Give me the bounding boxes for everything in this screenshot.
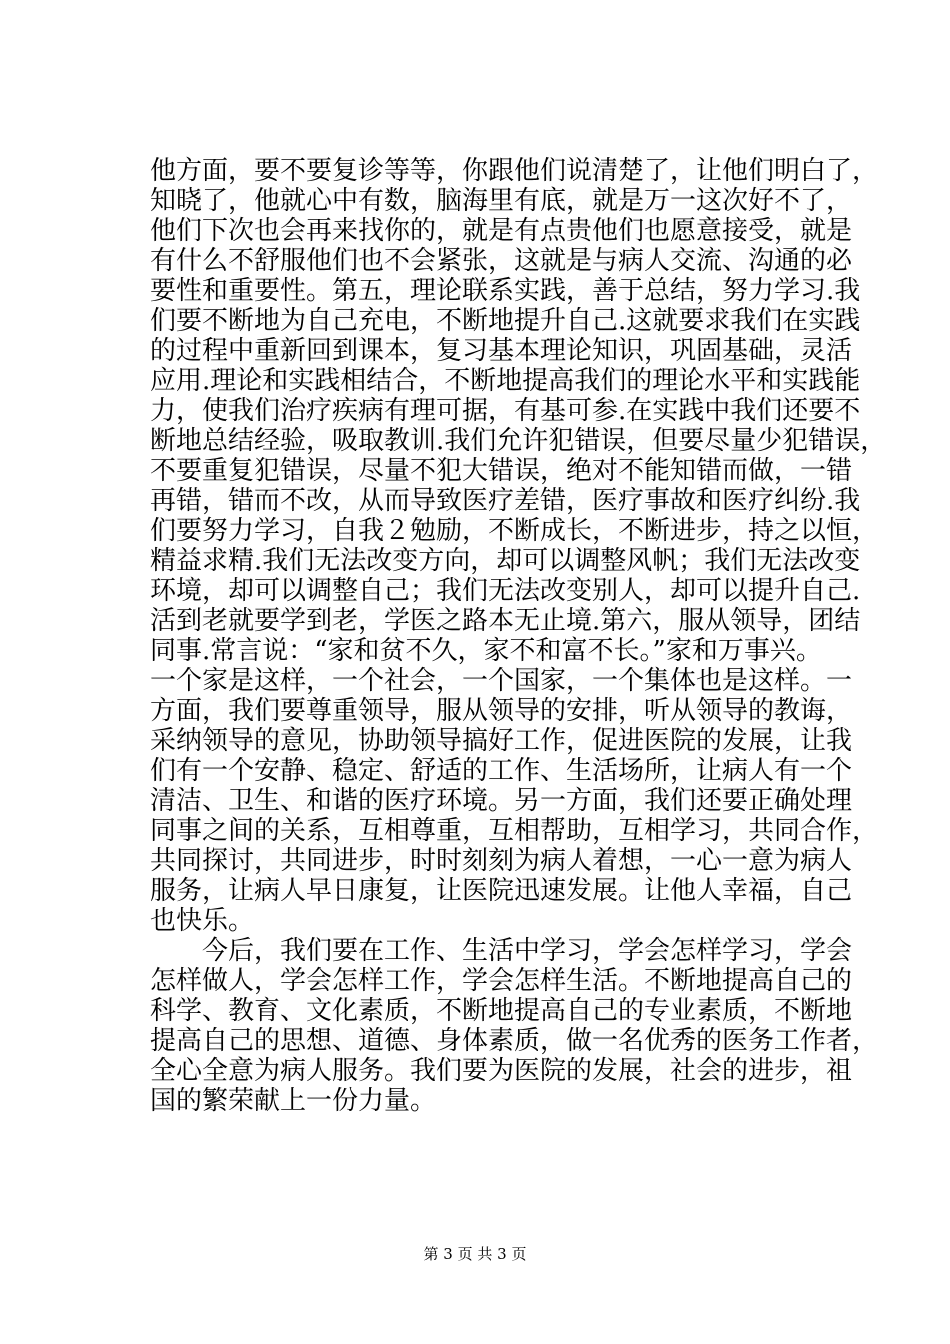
text-line: 精益求精.我们无法改变方向，却可以调整风帆；我们无法改变	[150, 546, 861, 576]
text-line: 一个家是这样，一个社会，一个国家，一个集体也是这样。一	[150, 666, 853, 696]
body-text	[150, 156, 887, 1116]
text-line: 要性和重要性。第五，理论联系实践，善于总结，努力学习.我	[150, 276, 861, 306]
text-line: 有什么不舒服他们也不会紧张，这就是与病人交流、沟通的必	[150, 246, 853, 276]
text-line: 国的繁荣献上一份力量。	[150, 1086, 437, 1116]
text-line: 同事.常言说：“家和贫不久，家不和富不长。”家和万事兴。	[150, 636, 822, 666]
text-line: 共同探讨，共同进步，时时刻刻为病人着想，一心一意为病人	[150, 846, 853, 876]
text-line: 服务，让病人早日康复，让医院迅速发展。让他人幸福，自己	[150, 876, 853, 906]
text-line: 们要不断地为自己充电，不断地提升自己.这就要求我们在实践	[150, 306, 861, 336]
text-line: 采纳领导的意见，协助领导搞好工作，促进医院的发展，让我	[150, 726, 853, 756]
text-line: 再错，错而不改，从而导致医疗差错，医疗事故和医疗纠纷.我	[150, 486, 861, 516]
text-line: 清洁、卫生、和谐的医疗环境。另一方面，我们还要正确处理	[150, 786, 853, 816]
text-line: 方面，我们要尊重领导，服从领导的安排，听从领导的教诲，	[150, 696, 853, 726]
text-line: 力，使我们治疗疾病有理可据，有基可参.在实践中我们还要不	[150, 396, 861, 426]
text-line: 同事之间的关系，互相尊重，互相帮助，互相学习，共同合作，	[150, 816, 879, 846]
text-line: 全心全意为病人服务。我们要为医院的发展，社会的进步，祖	[150, 1056, 853, 1086]
text-line: 提高自己的思想、道德、身体素质，做一名优秀的医务工作者，	[150, 1026, 879, 1056]
text-line: 应用.理论和实践相结合，不断地提高我们的理论水平和实践能	[150, 366, 861, 396]
page-footer: 第 3 页 共 3 页	[423, 1245, 527, 1263]
text-line: 他们下次也会再来找你的，就是有点贵他们也愿意接受，就是	[150, 216, 853, 246]
text-line: 科学、教育、文化素质，不断地提高自己的专业素质，不断地	[150, 996, 853, 1026]
text-line: 们有一个安静、稳定、舒适的工作、生活场所，让病人有一个	[150, 756, 853, 786]
text-line: 怎样做人，学会怎样工作，学会怎样生活。不断地提高自己的	[150, 966, 853, 996]
text-line: 们要努力学习，自我２勉励，不断成长，不断进步，持之以恒，	[150, 516, 879, 546]
text-line: 也快乐。	[150, 906, 255, 936]
text-line: 今后，我们要在工作、生活中学习，学会怎样学习，学会	[150, 936, 853, 966]
text-line: 知晓了，他就心中有数，脑海里有底，就是万一这次好不了，	[150, 186, 853, 216]
text-line: 断地总结经验，吸取教训.我们允许犯错误，但要尽量少犯错误，	[150, 426, 887, 456]
text-line: 活到老就要学到老，学医之路本无止境.第六，服从领导，团结	[150, 606, 861, 636]
text-line: 环境，却可以调整自己；我们无法改变别人，却可以提升自己.	[150, 576, 861, 606]
text-line: 的过程中重新回到课本，复习基本理论知识，巩固基础，灵活	[150, 336, 853, 366]
text-line: 不要重复犯错误，尽量不犯大错误，绝对不能知错而做，一错	[150, 456, 853, 486]
text-line: 他方面，要不要复诊等等，你跟他们说清楚了，让他们明白了，	[150, 156, 879, 186]
